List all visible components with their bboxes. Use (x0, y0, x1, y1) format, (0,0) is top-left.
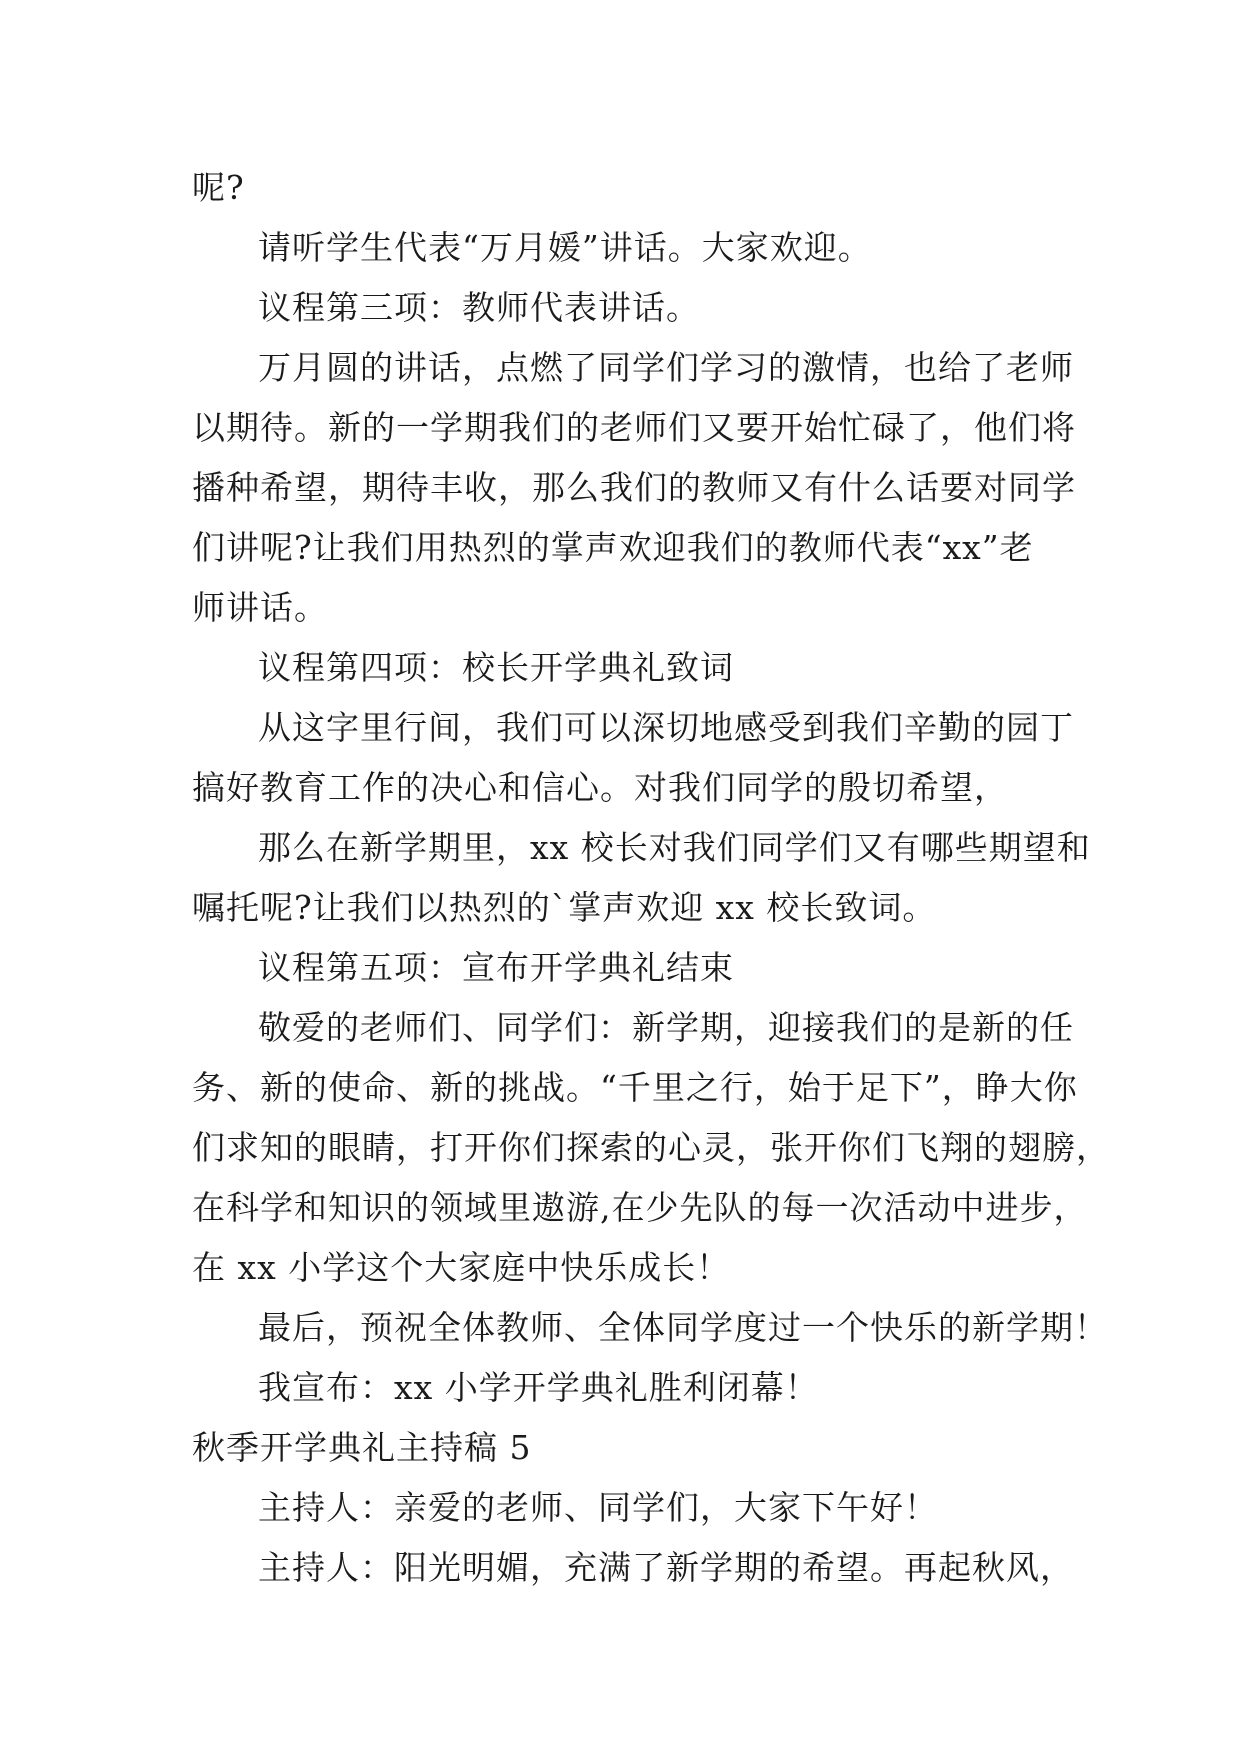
text-line: 嘱托呢?让我们以热烈的`掌声欢迎 xx 校长致词。 (192, 888, 937, 927)
text-line: 务、新的使命、新的挑战。“千里之行，始于足下”，睁大你 (192, 1068, 1078, 1107)
text-line: 我宣布：xx 小学开学典礼胜利闭幕！ (258, 1368, 819, 1407)
text-line: 最后，预祝全体教师、全体同学度过一个快乐的新学期！ (258, 1308, 1108, 1347)
text-line: 们讲呢?让我们用热烈的掌声欢迎我们的教师代表“xx”老 (192, 528, 1034, 567)
text-line: 敬爱的老师们、同学们：新学期，迎接我们的是新的任 (258, 1008, 1074, 1047)
text-line: 播种希望，期待丰收，那么我们的教师又有什么话要对同学 (192, 468, 1076, 507)
text-line: 在科学和知识的领域里遨游,在少先队的每一次活动中进步， (192, 1188, 1088, 1227)
text-line: 请听学生代表“万月媛”讲话。大家欢迎。 (258, 228, 872, 267)
text-line: 搞好教育工作的决心和信心。对我们同学的殷切希望， (192, 768, 1008, 807)
agenda-item-5: 议程第五项：宣布开学典礼结束 (258, 948, 734, 987)
text-line: 们求知的眼睛，打开你们探索的心灵，张开你们飞翔的翅膀， (192, 1128, 1110, 1167)
text-line: 万月圆的讲话，点燃了同学们学习的激情，也给了老师 (258, 348, 1074, 387)
text-line: 那么在新学期里，xx 校长对我们同学们又有哪些期望和 (258, 828, 1091, 867)
text-line: 主持人：阳光明媚，充满了新学期的希望。再起秋风， (258, 1548, 1074, 1587)
text-line: 呢? (192, 168, 245, 207)
agenda-item-4: 议程第四项：校长开学典礼致词 (258, 648, 734, 687)
text-line: 在 xx 小学这个大家庭中快乐成长！ (192, 1248, 731, 1287)
agenda-item-3: 议程第三项：教师代表讲话。 (258, 288, 700, 327)
text-line: 从这字里行间，我们可以深切地感受到我们辛勤的园丁 (258, 708, 1074, 747)
text-line: 主持人：亲爱的老师、同学们，大家下午好！ (258, 1488, 938, 1527)
document-body (192, 158, 1110, 1598)
section-heading: 秋季开学典礼主持稿 5 (192, 1428, 532, 1467)
text-line: 以期待。新的一学期我们的老师们又要开始忙碌了，他们将 (192, 408, 1076, 447)
text-line: 师讲话。 (192, 588, 328, 627)
